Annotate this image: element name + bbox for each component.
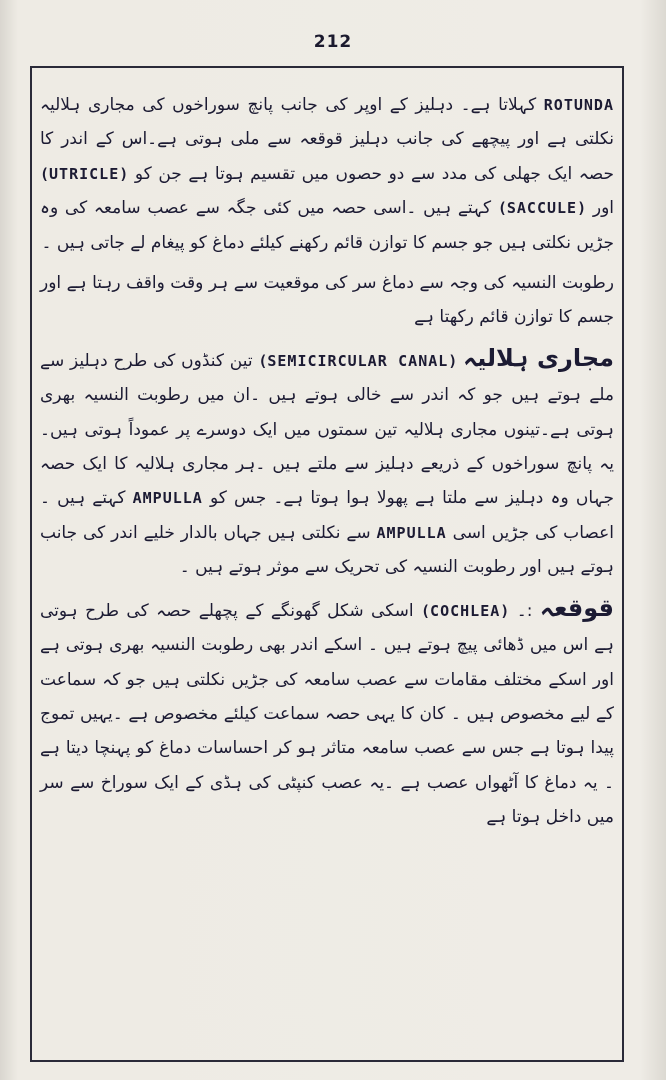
paragraph-p1: [40, 88, 614, 260]
paragraph-text: کہتے ہیں ۔اعصاب کی جڑیں اسی: [40, 488, 614, 543]
latin-term: AMPULLA: [376, 523, 447, 542]
paragraph-text: رطوبت النسیہ کی وجہ سے دماغ سر کی موقعیت سے ہر وقت واقف رہتا ہے اور جسم کا توازن قائم رکھتا ہے: [40, 273, 614, 328]
paragraph-text: کہتے ہیں ۔اسی حصہ میں کئی جگہ سے عصب سامعہ کی وہ جڑیں نکلتی ہیں جو جسم کا توازن قائم رکھنے کیلئے دماغ کو پیغام لے جاتی ہیں ۔: [40, 198, 614, 253]
page-text-body: [40, 88, 614, 841]
paragraph-p2: [40, 266, 614, 335]
paragraph-text: :۔: [509, 600, 540, 621]
section-heading: مجاری ہلالیہ: [463, 343, 614, 372]
paragraph-p3: [40, 341, 614, 585]
section-heading: قوقعہ: [539, 593, 614, 622]
paragraph-text: تین کنڈوں کی طرح دہلیز سے ملے ہوتے ہیں جو کہ اندر سے خالی ہوتے ہیں ۔ان میں رطوبت النسیہ بھری ہوتی ہے۔تینوں مجاری ہلالیہ تین سمتوں میں ایک دوسرے پر عموداً ہوتی ہیں۔یہ پانچ سوراخوں کے ذریعے دہلیز سے ملتے ہیں ۔ہر مجاری ہلالیہ کا ایک حصہ جہاں وہ دہلیز سے ملتا ہے پھولا ہوا ہوتا ہے۔ جس کو: [40, 350, 614, 509]
paragraph-text: سے نکلتی ہیں جہاں بالدار خلیے اندر کی جانب ہوتے ہیں اور رطوبت النسیہ کی تحریک سے موثر ہوتے ہیں ۔: [40, 522, 614, 578]
latin-term: (UTRICLE): [40, 164, 129, 183]
page-number: 212: [313, 32, 353, 52]
latin-term: (COCHLEA): [421, 601, 510, 620]
latin-term: (SACCULE): [497, 199, 587, 218]
latin-term: (SEMICIRCULAR CANAL): [258, 351, 458, 370]
paragraph-text: کہلاتا ہے۔ دہلیز کے اوپر کی جانب پانچ سوراخوں کی مجاری ہلالیہ نکلتی ہے اور پیچھے کی جانب دہلیز قوقعہ سے ملی ہوتی ہے۔اس کے اندر کا حصہ ایک جھلی کی مدد سے دو حصوں میں تقسیم ہوتا ہے جن کو: [40, 95, 614, 184]
latin-term: AMPULLA: [132, 489, 203, 508]
paragraph-p4: [40, 591, 614, 835]
paragraph-text: اسکی شکل گھونگے کے پچھلے حصہ کی طرح ہوتی ہے اس میں ڈھائی پیچ ہوتے ہیں ۔ اسکے اندر بھی رطوبت النسیہ بھری ہوتی ہے اور اسکے مختلف مقامات سے عصب سامعہ کی جڑیں نکلتی ہیں جو کہ سماعت کے لیے مخصوص ہیں ۔ کان کا یہی حصہ سماعت کیلئے مخصوص ہے ۔یہیں تموج پیدا ہوتا ہے جس سے عصب سامعہ متاثر ہو کر احساسات دماغ کو پہنچا دیتا ہے ۔ یہ دماغ کا آٹھواں عصب ہے ۔یہ عصب کنپٹی کی ہڈی کے ایک سوراخ سے سر میں داخل ہوتا ہے: [40, 600, 614, 828]
paragraph-text: اور: [586, 198, 615, 219]
latin-term: ROTUNDA: [543, 96, 614, 114]
